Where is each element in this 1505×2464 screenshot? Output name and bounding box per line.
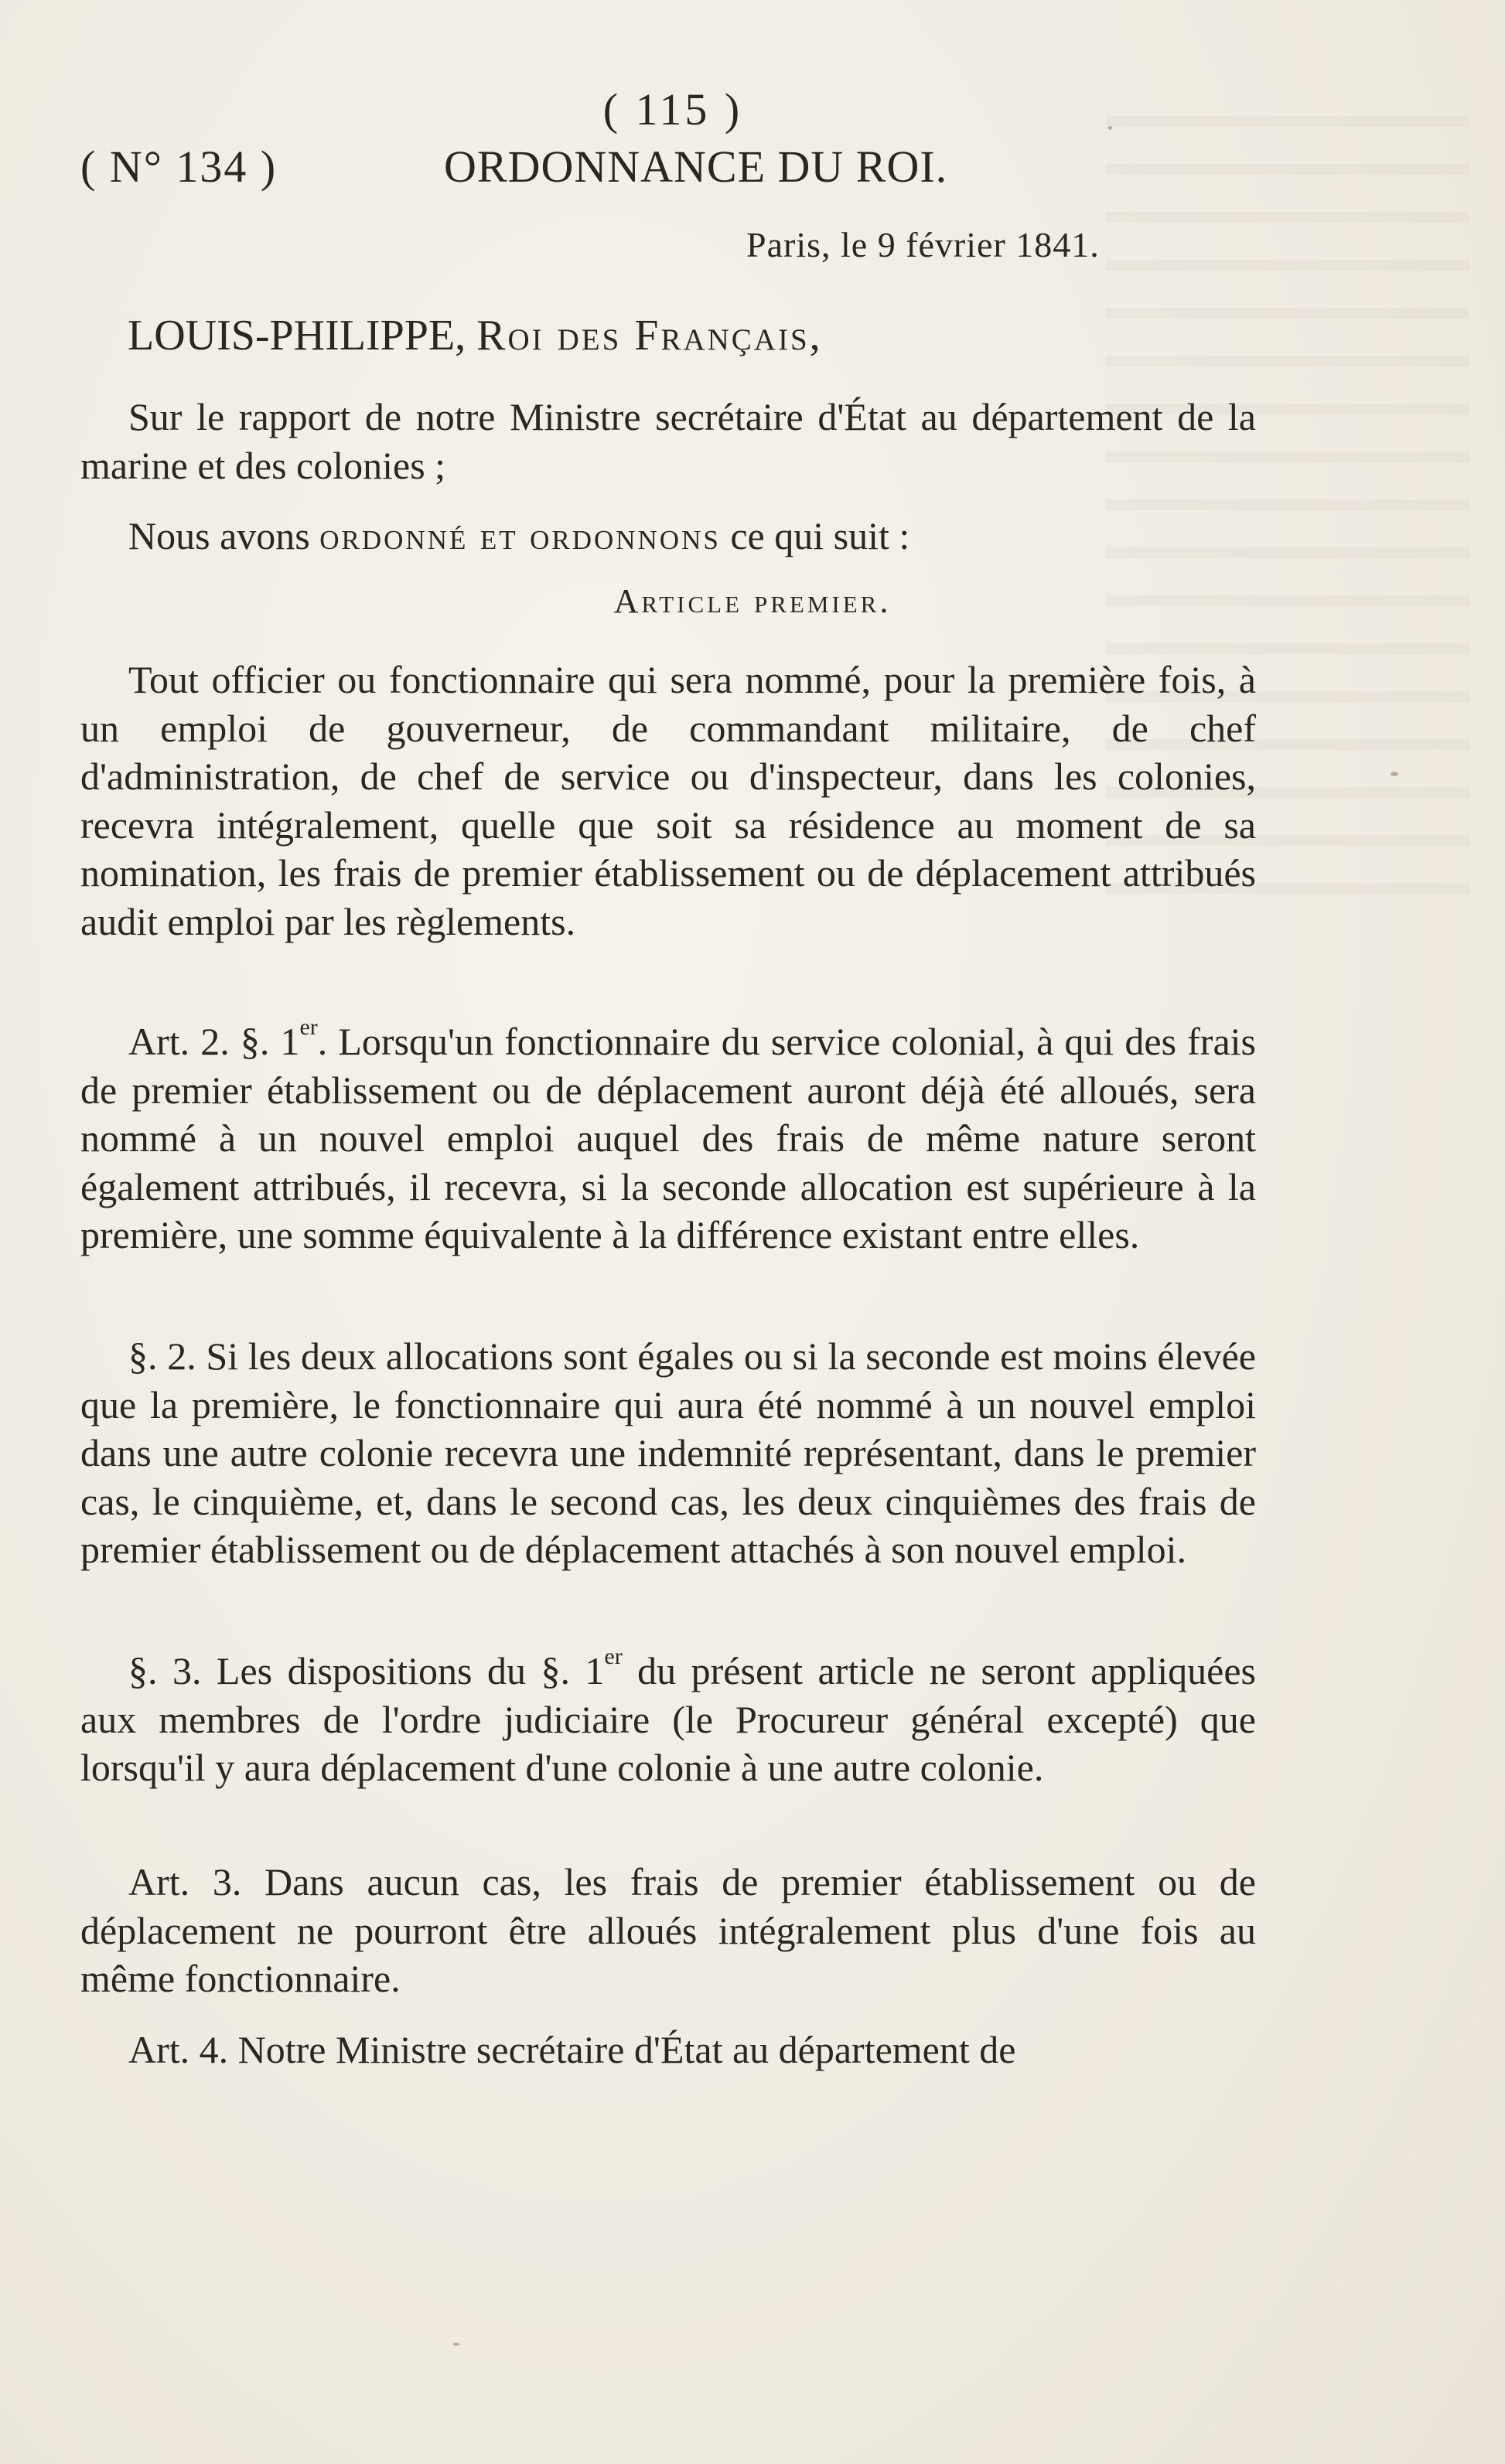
king-trailing-comma: , bbox=[809, 312, 821, 360]
article-2-paragraph-3 bbox=[80, 1644, 1256, 1792]
king-name: LOUIS-PHILIPPE bbox=[128, 312, 456, 360]
ordinance-title: ORDONNANCE DU ROI. bbox=[444, 141, 948, 192]
preamble: Sur le rapport de notre Ministre secrétaire d'État au département de la marine et des colonies ; bbox=[80, 395, 1256, 487]
article-2-label: Art. 2. §. 1 bbox=[128, 1020, 300, 1063]
article-2-paragraph-2: §. 2. Si les deux allocations sont égales ou si la seconde est moins élevée que la première, le fonctionnaire qui aura été nommé à un nouvel emploi dans une autre colonie recevra une indemnité représentant, dans le premier cas, le cinquième, et, dans le second cas, les deux cinquièmes des frais de premier établissement ou de déplacement attachés à son nouvel emploi. bbox=[80, 1334, 1256, 1571]
article-2-p1-text: . Lorsqu'un fonctionnaire du service colonial, à qui des frais de premier établissement ou de déplacement auront déjà été alloués, sera nommé à un nouvel emploi auquel des frais de même nature seront également attribués, il recevra, si la seconde allocation est supérieure à la première, une somme équivalente à la différence existant entre elles. bbox=[80, 1020, 1256, 1256]
page-number: ( 115 ) bbox=[602, 84, 743, 135]
article-2-p3-rest: du présent article ne seront appliquées aux membres de l'ordre judiciaire (le Procureur général excepté) que lorsqu'il y aura déplacement d'une colonie à une autre colonie. bbox=[80, 1649, 1256, 1789]
decree-line bbox=[80, 512, 1256, 561]
paper-speck bbox=[453, 2343, 459, 2346]
decree-block bbox=[80, 512, 1256, 561]
article-4-block bbox=[80, 2026, 1256, 2074]
article-heading: Article premier. bbox=[613, 582, 892, 620]
paper-speck bbox=[1391, 772, 1398, 776]
preamble-block bbox=[80, 393, 1256, 489]
decree-lead: Nous avons bbox=[128, 514, 310, 557]
article-2-section-3-block bbox=[80, 1644, 1256, 1792]
ordinance-number: ( N° 134 ) bbox=[80, 141, 278, 192]
article-4-text: Art. 4. Notre Ministre secrétaire d'État au département de bbox=[128, 2028, 1016, 2071]
king-title: Roi des Français bbox=[476, 312, 810, 360]
article-2-label-sup: er bbox=[299, 1014, 318, 1040]
header-row bbox=[80, 141, 1256, 203]
paper-speck bbox=[1108, 126, 1112, 130]
article-2-section-2-block bbox=[80, 1332, 1256, 1574]
article-3-block bbox=[80, 1858, 1256, 2003]
decree-verbs: ordonné et ordonnons bbox=[319, 514, 721, 557]
king-line bbox=[128, 311, 821, 360]
article-2-p3-lead: §. 3. Les dispositions du §. 1 bbox=[128, 1649, 605, 1692]
decree-tail: ce qui suit : bbox=[730, 514, 910, 557]
article-2-paragraph-1 bbox=[80, 1014, 1256, 1259]
king-separator: , bbox=[455, 312, 477, 360]
article-1-text: Tout officier ou fonctionnaire qui sera nommé, pour la première fois, à un emploi de gouverneur, de commandant militaire, de chef d'administration, de chef de service ou d'inspecteur, dans les colonies, recevra intégralement, quelle que soit sa résidence au moment de sa nomination, les frais de premier établissement ou de déplacement attribués audit emploi par les règlements. bbox=[80, 658, 1256, 943]
article-2-block bbox=[80, 1014, 1256, 1259]
date-line: Paris, le 9 février 1841. bbox=[746, 225, 1100, 264]
article-3-text: Art. 3. Dans aucun cas, les frais de premier établissement ou de déplacement ne pourront être alloués intégralement plus d'une fois au même fonctionnaire. bbox=[80, 1860, 1256, 2000]
article-1-block bbox=[80, 656, 1256, 946]
article-2-p3-sup: er bbox=[604, 1644, 623, 1669]
